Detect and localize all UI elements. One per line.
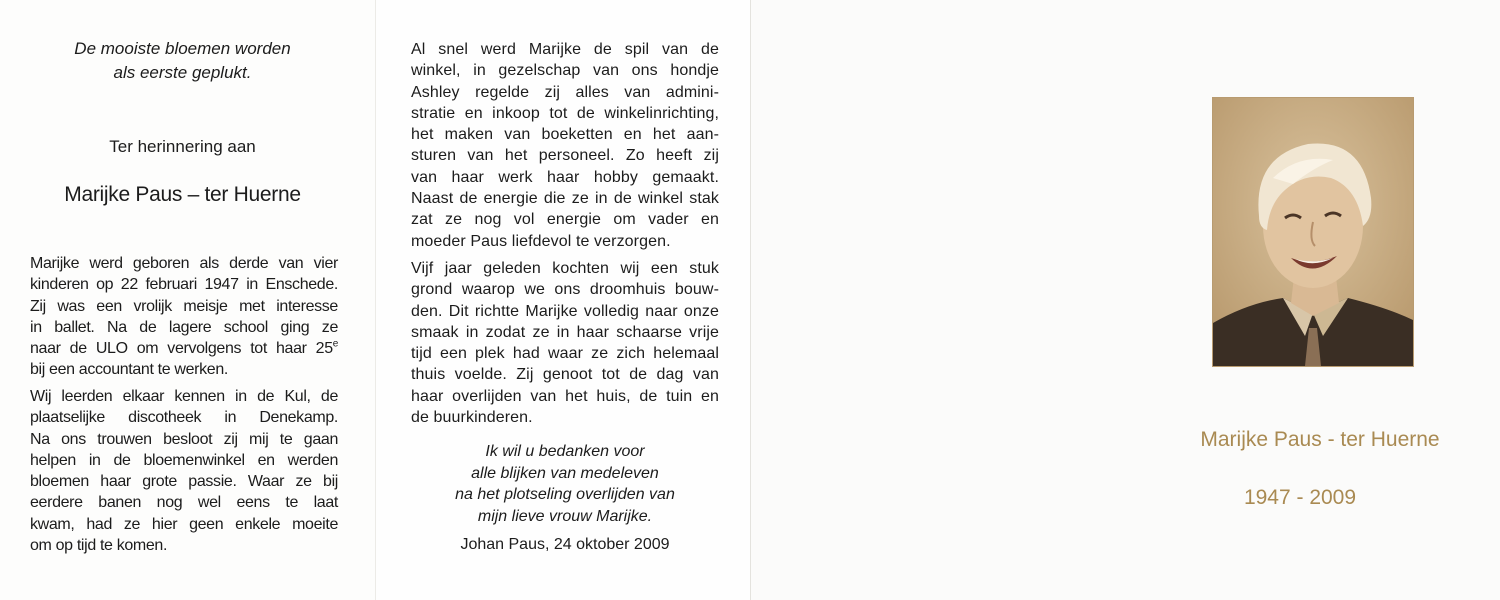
card-name: Marijke Paus - ter Huerne bbox=[1200, 428, 1440, 451]
text-line: Ashley regelde zij alles van admini- bbox=[411, 83, 719, 101]
text-line: kwam, had ze hier geen enkele moeite bbox=[30, 515, 338, 533]
ordinal-superscript: e bbox=[332, 338, 338, 350]
fold-line bbox=[750, 0, 751, 600]
portrait-illustration bbox=[1213, 98, 1413, 366]
text-line: kinderen op 22 februari 1947 in Enschede. bbox=[30, 276, 338, 294]
text-line: zat ze nog vol energie om vader en bbox=[411, 211, 719, 229]
story-paragraph-1 bbox=[411, 39, 719, 252]
story-paragraph-2 bbox=[411, 258, 719, 428]
text-line: het maken van boeketten en het aan- bbox=[411, 126, 719, 144]
text-line: den. Dit richtte Marijke volledig naar onze bbox=[411, 302, 719, 320]
text-line: Wij leerden elkaar kennen in de Kul, de bbox=[30, 388, 338, 405]
text-line: winkel, in gezelschap van ons hondje bbox=[411, 62, 719, 80]
in-memory-heading: Ter herinnering aan bbox=[109, 137, 256, 156]
text-line: Marijke werd geboren als derde van vier bbox=[30, 255, 338, 272]
text-line: om op tijd te komen. bbox=[30, 537, 168, 555]
text-line: bloemen haar grote passie. Waar ze bij bbox=[30, 473, 338, 491]
motto bbox=[0, 37, 365, 85]
text-line: grond waarop we ons droomhuis bouw- bbox=[411, 281, 719, 299]
text-line: bij een accountant te werken. bbox=[30, 361, 228, 379]
text-line: helpen in de bloemenwinkel en werden bbox=[30, 451, 338, 469]
text-line: in ballet. Na de lagere school ging ze bbox=[30, 318, 338, 336]
thanks-line: na het plotseling overlijden van bbox=[455, 486, 675, 503]
text-line: tijd een plek had waar ze zich helemaal bbox=[411, 345, 719, 363]
text-line: plaatselijke discotheek in Denekamp. bbox=[30, 409, 338, 427]
text-line: haar overlijden van het huis, de tuin en bbox=[411, 387, 719, 405]
thanks-line: mijn lieve vrouw Marijke. bbox=[477, 507, 653, 525]
text-line: moeder Paus liefdevol te verzorgen. bbox=[411, 232, 671, 250]
motto-line: De mooiste bloemen worden bbox=[74, 39, 291, 58]
text-line: sturen van het personeel. Zo heeft zij bbox=[411, 147, 719, 165]
left-panel bbox=[0, 0, 375, 600]
text-line: Na ons trouwen besloot zij mij te gaan bbox=[30, 430, 338, 448]
fold-line bbox=[375, 0, 376, 600]
biography-paragraph-1 bbox=[30, 253, 338, 381]
thanks-line: alle blijken van medeleven bbox=[471, 464, 659, 482]
text-line: Al snel werd Marijke de spil van de bbox=[411, 41, 719, 58]
biography-paragraph-2 bbox=[30, 386, 338, 556]
text-line: thuis voelde. Zij genoot tot de dag van bbox=[411, 366, 719, 384]
text-line-with-ordinal bbox=[30, 338, 338, 359]
deceased-name: Marijke Paus – ter Huerne bbox=[64, 183, 301, 206]
text-line: Zij was een vrolijk meisje met interesse bbox=[30, 297, 338, 315]
text-line: eerdere banen nog wel eens te laat bbox=[30, 494, 338, 512]
signature: Johan Paus, 24 oktober 2009 bbox=[460, 536, 670, 553]
text-line: Naast de energie die ze in de winkel stak bbox=[411, 190, 719, 208]
thanks-line: Ik wil u bedanken voor bbox=[485, 443, 645, 460]
text-line: van haar werk haar hobby gemaakt. bbox=[411, 168, 719, 186]
text-line: de buurkinderen. bbox=[411, 409, 533, 427]
motto-line: als eerste geplukt. bbox=[113, 63, 252, 82]
thank-you-note bbox=[400, 441, 730, 527]
portrait-photo bbox=[1213, 98, 1413, 366]
text-line: Vijf jaar geleden kochten wij een stuk bbox=[411, 260, 719, 277]
text-line: smaak in zodat ze in haar schaarse vrije bbox=[411, 323, 719, 341]
card-years: 1947 - 2009 bbox=[1243, 486, 1357, 509]
text-line: stratie en inkoop tot de winkelinrichting, bbox=[411, 104, 719, 122]
text-line: naar de ULO om vervolgens tot haar 25 bbox=[30, 340, 333, 358]
